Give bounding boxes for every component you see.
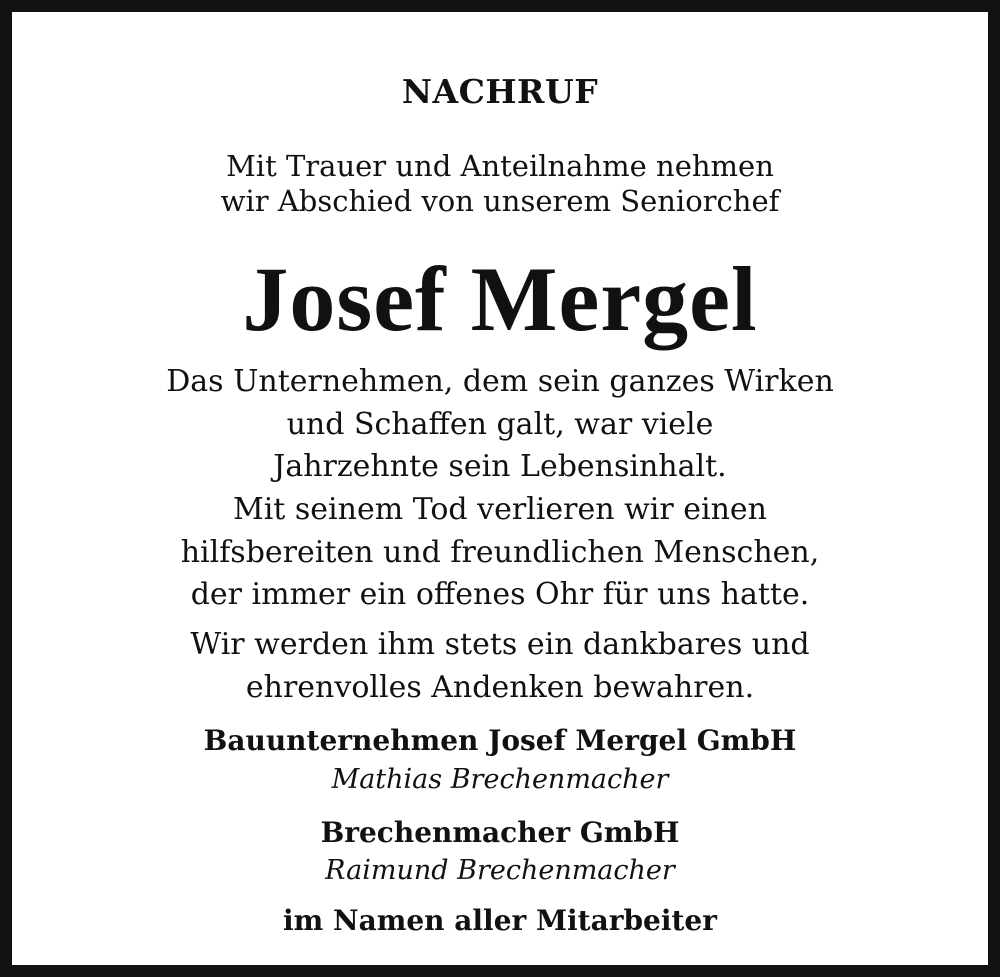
intro-line-2: wir Abschied von unserem Seniorchef <box>220 184 780 218</box>
paragraph-1-line-2: und Schaffen galt, war viele <box>286 407 714 442</box>
notice-heading: NACHRUF <box>401 72 599 111</box>
signatory-company-1: Bauunternehmen Josef Mergel GmbH <box>203 724 797 757</box>
signatory-person-2: Raimund Brechenmacher <box>325 855 675 886</box>
notice-content <box>24 24 976 953</box>
closing-line: im Namen aller Mitarbeiter <box>282 904 717 937</box>
paragraph-1-line-5: hilfsbereiten und freundlichen Menschen, <box>180 535 820 570</box>
paragraph-2-line-2: ehrenvolles Andenken bewahren. <box>245 670 755 705</box>
paragraph-1-line-6: der immer ein offenes Ohr für uns hatte. <box>190 577 810 612</box>
deceased-name: Josef Mergel <box>242 248 758 350</box>
paragraph-1-line-4: Mit seinem Tod verlieren wir einen <box>232 492 768 527</box>
paragraph-1-line-1: Das Unternehmen, dem sein ganzes Wirken <box>166 364 834 399</box>
signatory-company-2: Brechenmacher GmbH <box>320 816 680 849</box>
paragraph-2-line-1: Wir werden ihm stets ein dankbares und <box>190 627 810 662</box>
intro-line-1: Mit Trauer und Anteilnahme nehmen <box>226 149 774 183</box>
paragraph-1-line-3: Jahrzehnte sein Lebensinhalt. <box>273 449 727 484</box>
signatory-person-1: Mathias Brechenmacher <box>331 764 669 795</box>
